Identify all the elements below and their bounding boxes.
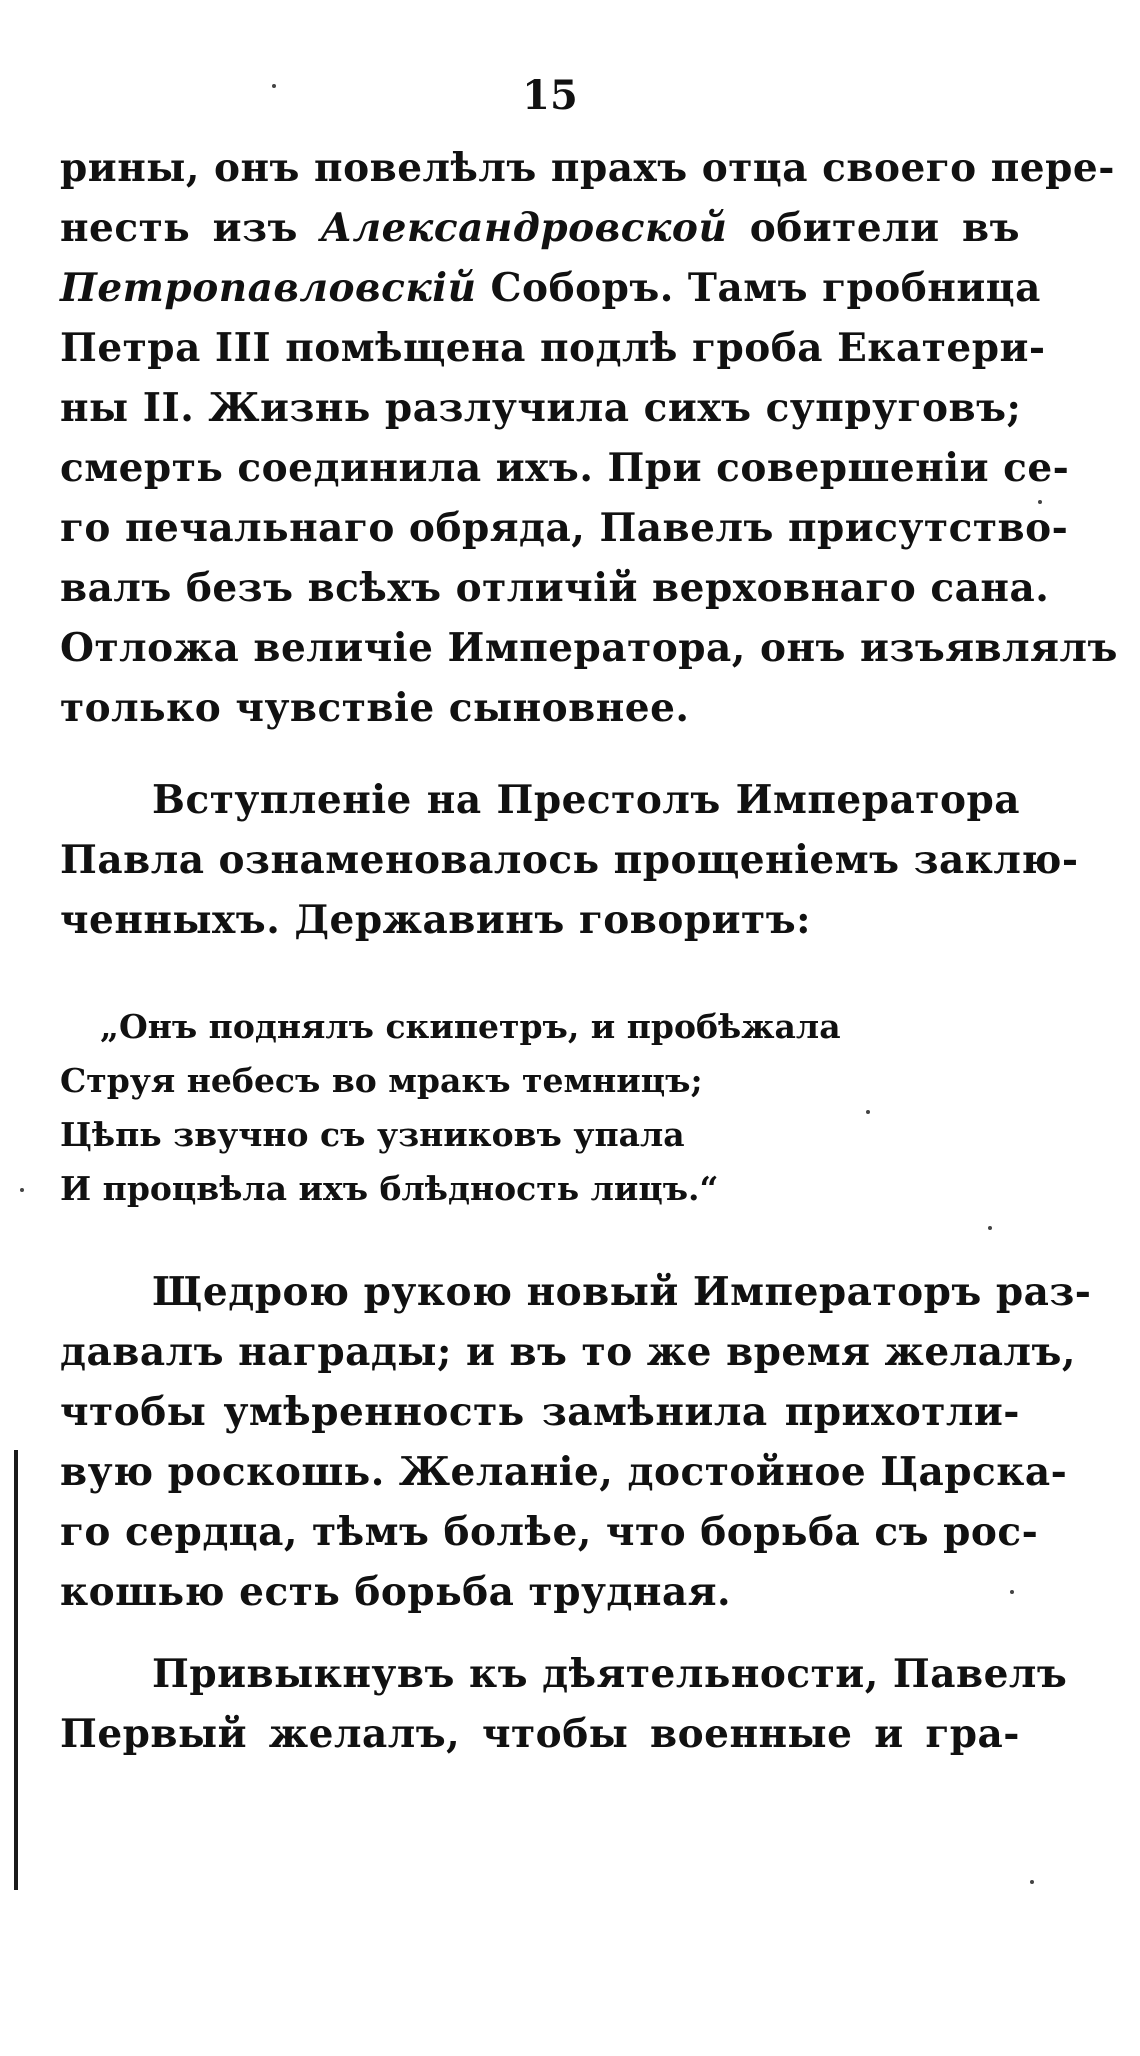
text-line: го печальнаго обряда, Павелъ присутство- — [60, 505, 1069, 551]
italic-place-name: Петропавловскій — [60, 265, 477, 311]
scan-speck — [866, 1110, 870, 1114]
verse-line: Струя небесъ во мракъ темницъ; — [60, 1061, 703, 1100]
text-line: смерть соединила ихъ. При совершеніи се- — [60, 445, 1070, 491]
scan-speck — [272, 84, 276, 88]
scan-speck — [988, 1226, 992, 1230]
text-line: Павла ознаменовалось прощеніемъ заклю- — [60, 837, 1079, 883]
text-line: только чувствіе сыновнее. — [60, 685, 690, 731]
text-line: Первый желалъ, чтобы военные и гра- — [60, 1711, 1020, 1757]
italic-place-name: Александровской — [320, 205, 728, 251]
page-number: 15 — [522, 72, 578, 119]
verse-line: И процвѣла ихъ блѣдность лицъ.“ — [60, 1169, 719, 1208]
paragraph-4 — [60, 1644, 1068, 1764]
text-line: Петра III помѣщена подлѣ гроба Екатери- — [60, 325, 1046, 371]
paragraph-1 — [60, 138, 1118, 738]
paragraph-3 — [60, 1262, 1092, 1622]
text-line: го сердца, тѣмъ болѣе, что борьба съ рос- — [60, 1509, 1039, 1555]
scan-speck — [1038, 500, 1042, 504]
text-line: давалъ награды; и въ то же время желалъ, — [60, 1329, 1076, 1375]
text-line: несть изъ Александровской обители въ — [60, 205, 1020, 251]
text-line: Петропавловскій Соборъ. Тамъ гробница — [60, 265, 1041, 311]
paragraph-2 — [60, 770, 1079, 950]
text-line: Вступленіе на Престолъ Императора — [152, 777, 1020, 823]
verse-line: Цѣпь звучно съ узниковъ упала — [60, 1115, 685, 1154]
text-line: Щедрою рукою новый Императоръ раз- — [152, 1269, 1092, 1315]
verse-quotation — [60, 1000, 880, 1216]
text-line: вую роскошь. Желаніе, достойное Царска- — [60, 1449, 1068, 1495]
text-line: кошью есть борьба трудная. — [60, 1569, 732, 1615]
text-line: Привыкнувъ къ дѣятельности, Павелъ — [152, 1651, 1068, 1697]
text-line: чтобы умѣренность замѣнила прихотли- — [60, 1389, 1020, 1435]
scan-speck — [1010, 1590, 1014, 1594]
scan-margin-line — [14, 1450, 18, 1890]
scan-speck — [20, 1188, 24, 1192]
text-line: валъ безъ всѣхъ отличій верховнаго сана. — [60, 565, 1050, 611]
verse-line: „Онъ поднялъ скипетръ, и пробѣжала — [100, 1007, 841, 1046]
scan-speck — [1030, 1880, 1034, 1884]
text-line: Отложа величіе Императора, онъ изъявлялъ — [60, 625, 1118, 671]
text-line: рины, онъ повелѣлъ прахъ отца своего пере- — [60, 145, 1115, 191]
text-line: ченныхъ. Державинъ говоритъ: — [60, 897, 812, 943]
text-line: ны II. Жизнь разлучила сихъ супруговъ; — [60, 385, 1022, 431]
